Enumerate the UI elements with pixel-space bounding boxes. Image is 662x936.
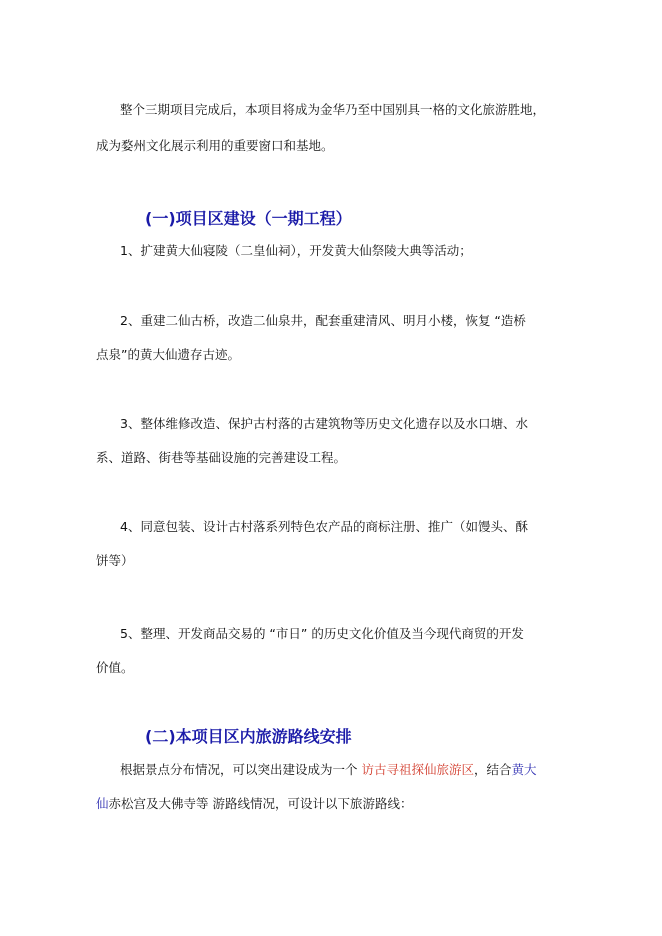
route-paragraph <box>96 760 566 814</box>
item-1-line-1: 1、扩建黄大仙寝陵（二皇仙祠），开发黄大仙祭陵大典等活动； <box>120 243 472 258</box>
list-item <box>96 311 566 365</box>
item-5-line-1: 5、整理、开发商品交易的 “市日” 的历史文化价值及当今现代商贸的开发 <box>120 626 524 641</box>
intro-line-1: 整个三期项目完成后，本项目将成为金华乃至中国别具一格的文化旅游胜地， <box>120 102 546 117</box>
item-4-line-1: 4、同意包装、设计古村落系列特色农产品的商标注册、推广（如馒头、酥 <box>120 519 528 534</box>
section-2-heading: (二)本项目区内旅游路线安排 <box>145 727 352 746</box>
route-line-1 <box>96 760 566 780</box>
route-line-2 <box>96 794 566 814</box>
route-highlight-blue-2: 仙 <box>96 796 109 811</box>
route-highlight-blue-1: 黄大 <box>511 762 537 777</box>
item-3-line-1: 3、整体维修改造、保护古村落的古建筑物等历史文化遗存以及水口塘、水 <box>120 416 528 431</box>
section-1-heading: (一)项目区建设（一期工程） <box>145 209 352 228</box>
item-3-line-2: 系、道路、街巷等基础设施的完善建设工程。 <box>96 450 347 465</box>
item-4-line-2: 饼等） <box>96 553 134 568</box>
item-5-line-2: 价值。 <box>96 660 134 675</box>
list-item <box>96 624 566 678</box>
route-text-3: 赤松宫及大佛寺等 游路线情况，可设计以下旅游路线： <box>108 796 413 811</box>
route-highlight-red: 访古寻祖探仙旅游区 <box>361 762 474 777</box>
list-item <box>96 241 566 261</box>
route-text-1: 根据景点分布情况，可以突出建设成为一个 <box>120 762 362 777</box>
intro-line-2: 成为婺州文化展示利用的重要窗口和基地。 <box>96 138 334 153</box>
list-item <box>96 517 566 571</box>
route-text-2: ，结合 <box>474 762 512 777</box>
list-item <box>96 414 566 468</box>
item-2-line-2: 点泉”的黄大仙遗存古迹。 <box>96 347 240 362</box>
intro-paragraph <box>96 100 566 156</box>
item-2-line-1: 2、重建二仙古桥，改造二仙泉井，配套重建清风、明月小楼，恢复 “造桥 <box>120 313 526 328</box>
